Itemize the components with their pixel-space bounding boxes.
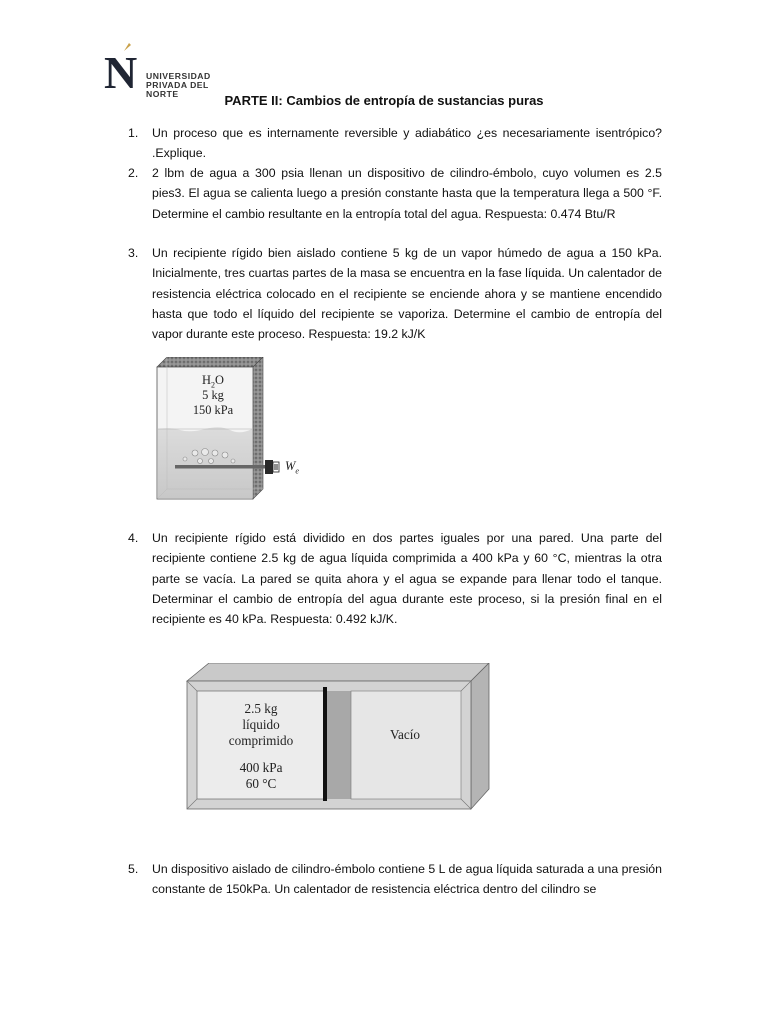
problem-item bbox=[128, 163, 662, 224]
vacuum-label: Vacío bbox=[389, 727, 421, 742]
problem-item bbox=[128, 528, 662, 629]
page-title: PARTE II: Cambios de entropía de sustancias puras bbox=[224, 93, 544, 108]
pressure-label: 400 kPa bbox=[239, 760, 283, 775]
problem-number: 1. bbox=[128, 126, 139, 140]
problem-item bbox=[128, 859, 662, 900]
problem-text: Un recipiente rígido está dividido en dos partes iguales por una pared. Una parte del recipiente contiene 2.5 kg de agua líquida comprimida a 400 kPa y 60 °C, mientras la otra parte se vacía. La pared se quita ahora y el agua se expande para llenar todo el tanque. Determinar el cambio de entropía del agua durante este proceso, si la presión final en el recipiente es 40 kPa. Respuesta: 0.492 kJ/K. bbox=[152, 531, 662, 627]
state-label-line1: líquido bbox=[242, 717, 280, 732]
plug-icon bbox=[265, 460, 279, 474]
logo-letter: N bbox=[104, 47, 138, 98]
problem-number: 4. bbox=[128, 531, 139, 545]
problem-item bbox=[128, 123, 662, 164]
heater-rod bbox=[175, 465, 267, 469]
university-name-line1: UNIVERSIDAD bbox=[146, 71, 211, 81]
partition-wall bbox=[323, 687, 327, 801]
university-name-line2: PRIVADA DEL NORTE bbox=[146, 80, 209, 99]
state-label-line2: comprimido bbox=[228, 733, 294, 748]
problem-number: 2. bbox=[128, 166, 139, 180]
mass-label: 5 kg bbox=[202, 388, 224, 402]
pressure-label: 150 kPa bbox=[192, 403, 234, 417]
electrical-work-label: $W_e$ bbox=[285, 459, 299, 476]
problem-text: Un proceso que es internamente reversible y adiabático ¿es necesariamente isentrópico? .Explique. bbox=[152, 126, 662, 161]
university-logo bbox=[104, 42, 244, 99]
problem-text: Un dispositivo aislado de cilindro-émbolo contiene 5 L de agua líquida saturada a una presión constante de 150kPa. Un calentador de resistencia eléctrica dentro del cilindro se bbox=[152, 862, 662, 897]
partitioned-tank-figure bbox=[185, 663, 491, 811]
insulated-tank-figure bbox=[155, 357, 317, 500]
problem-number: 3. bbox=[128, 246, 139, 260]
problem-item bbox=[128, 243, 662, 344]
substance-label: $H_2O$ bbox=[202, 373, 224, 390]
problem-number: 5. bbox=[128, 862, 139, 876]
temperature-label: 60 °C bbox=[245, 776, 277, 791]
problem-text: 2 lbm de agua a 300 psia llenan un dispositivo de cilindro-émbolo, cuyo volumen es 2.5 pies3. El agua se calienta luego a presión constante hasta que la temperatura llega a 500 °F. Determine el cambio resultante en la entropía total del agua. Respuesta: 0.474 Btu/R bbox=[152, 166, 662, 221]
mass-label: 2.5 kg bbox=[244, 701, 278, 716]
problem-text: Un recipiente rígido bien aislado contiene 5 kg de un vapor húmedo de agua a 150 kPa. Inicialmente, tres cuartas partes de la masa se encuentra en la fase líquida. Un calentador de resistencia eléctrica colocado en el recipiente se enciende ahora y se mantiene encendido hasta que todo el líquido del recipiente se vaporiza. Determine el cambio de entropía del vapor durante este proceso. Respuesta: 19.2 kJ/K bbox=[152, 246, 662, 342]
